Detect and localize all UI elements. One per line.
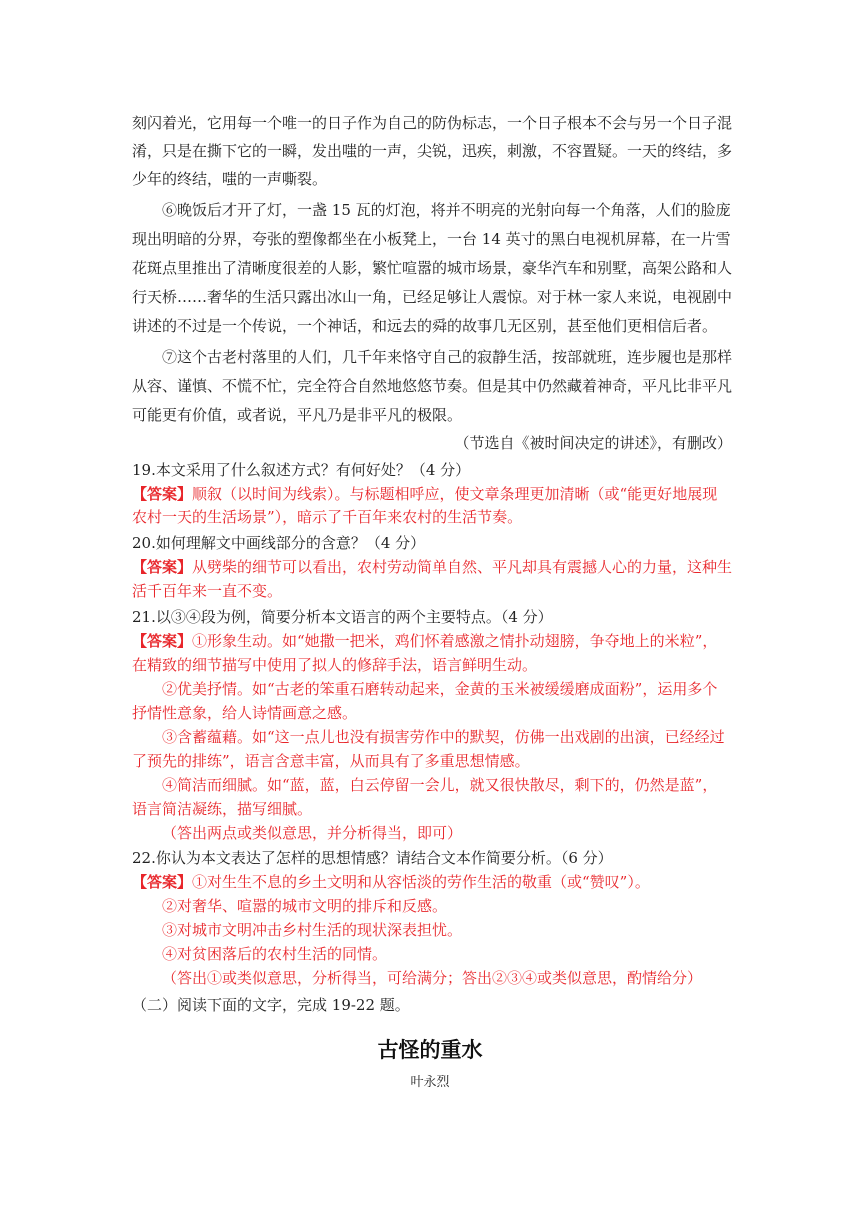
answer-19-line: 【答案】顺叙（以时间为线索）。与标题相呼应，使文章条理更加清晰（或“能更好地展现 — [132, 485, 718, 503]
answer-20-line: 活千百年来一直不变。 — [132, 582, 283, 600]
passage-line: 淆，只是在撕下它的一瞬，发出嗤的一声，尖锐，迅疾，刺激，不容置疑。一天的终结，多 — [132, 142, 733, 160]
article-author: 叶永烈 — [410, 1075, 450, 1090]
passage-line: 可能更有价值，或者说，平凡乃是非平凡的极限。 — [132, 406, 463, 424]
answer-22-line: ④对贫困落后的农村生活的同情。 — [162, 945, 388, 963]
answer-tag: 【答案】 — [132, 873, 193, 891]
answer-21-note: （答出两点或类似意思，并分析得当，即可） — [162, 824, 463, 842]
answer-21-line: ②优美抒情。如“古老的笨重石磨转动起来，金黄的玉米被缓缓磨成面粉”，运用多个 — [162, 680, 718, 698]
passage-line: 讲述的不过是一个传说，一个神话，和远去的舜的故事几无区别，甚至他们更相信后者。 — [132, 317, 718, 335]
passage-line: 行天桥……奢华的生活只露出冰山一角，已经足够让人震惊。对于林一家人来说，电视剧中 — [132, 288, 733, 306]
answer-19-line: 农村一天的生活场景”），暗示了千百年来农村的生活节奏。 — [132, 508, 523, 526]
passage-line: ⑦这个古老村落里的人们，几千年来恪守自己的寂静生活，按部就班，连步履也是那样 — [162, 348, 733, 366]
question-19: 19.本文采用了什么叙述方式？有何好处？（4 分） — [132, 461, 471, 479]
answer-21-line: 抒情性意象，给人诗情画意之感。 — [132, 704, 358, 722]
answer-tag: 【答案】 — [132, 632, 193, 650]
article-title: 古怪的重水 — [377, 1038, 483, 1062]
answer-tag: 【答案】 — [132, 558, 193, 576]
passage-line: 刻闪着光，它用每一个唯一的日子作为自己的防伪标志，一个日子根本不会与另一个日子混 — [132, 114, 733, 132]
passage-source: （节选自《被时间决定的讲述》，有删改） — [454, 434, 732, 452]
answer-22-line: ③对城市文明冲击乡村生活的现状深表担忧。 — [162, 921, 463, 939]
answer-21-line: 了预先的排练”，语言含意丰富，从而具有了多重思想情感。 — [132, 752, 530, 770]
question-21: 21.以③④段为例，简要分析本文语言的两个主要特点。（4 分） — [132, 608, 553, 626]
answer-22-line: ②对奢华、喧嚣的城市文明的排斥和反感。 — [162, 897, 448, 915]
answer-tag: 【答案】 — [132, 485, 193, 503]
passage-line: 少年的终结，嗤的一声嘶裂。 — [132, 170, 328, 188]
question-22: 22.你认为本文表达了怎样的思想情感？请结合文本作简要分析。（6 分） — [132, 849, 613, 867]
answer-22-note: （答出①或类似意思，分析得当，可给满分；答出②③④或类似意思，酌情给分） — [162, 969, 703, 987]
passage-line: 花斑点里推出了清晰度很差的人影，繁忙喧嚣的城市场景，豪华汽车和别墅，高架公路和人 — [132, 259, 733, 277]
passage-line: ⑥晚饭后才开了灯，一盏 15 瓦的灯泡，将并不明亮的光射向每一个角落，人们的脸庞 — [162, 201, 731, 219]
answer-21-line: ③含蓄蕴藉。如“这一点儿也没有损害劳作中的默契，仿佛一出戏剧的出演，已经经过 — [162, 728, 725, 746]
answer-21-line: 在精致的细节描写中使用了拟人的修辞手法，语言鲜明生动。 — [132, 656, 538, 674]
passage-line: 现出明暗的分界，夸张的塑像都坐在小板凳上，一台 14 英寸的黑白电视机屏幕，在一片雪 — [132, 230, 731, 248]
question-20: 20.如何理解文中画线部分的含意？（4 分） — [132, 534, 426, 552]
answer-20-line: 【答案】从劈柴的细节可以看出，农村劳动简单自然、平凡却具有震撼人心的力量，这种生 — [132, 558, 733, 576]
passage-line: 从容、谨慎、不慌不忙，完全符合自然地悠悠节奏。但是其中仍然藏着神奇，平凡比非平凡 — [132, 377, 733, 395]
answer-21-line: 语言简洁凝练，描写细腻。 — [132, 800, 313, 818]
answer-22-line: 【答案】①对生生不息的乡土文明和从容恬淡的劳作生活的敬重（或“赞叹”）。 — [132, 873, 650, 891]
answer-21-line: ④简洁而细腻。如“蓝，蓝，白云停留一会儿，就又很快散尽，剩下的，仍然是蓝”， — [162, 776, 718, 794]
section-heading: （二）阅读下面的文字，完成 19-22 题。 — [132, 996, 410, 1014]
answer-21-line: 【答案】①形象生动。如“她撒一把米，鸡们怀着感激之情扑动翅膀，争夺地上的米粒”， — [132, 632, 718, 650]
